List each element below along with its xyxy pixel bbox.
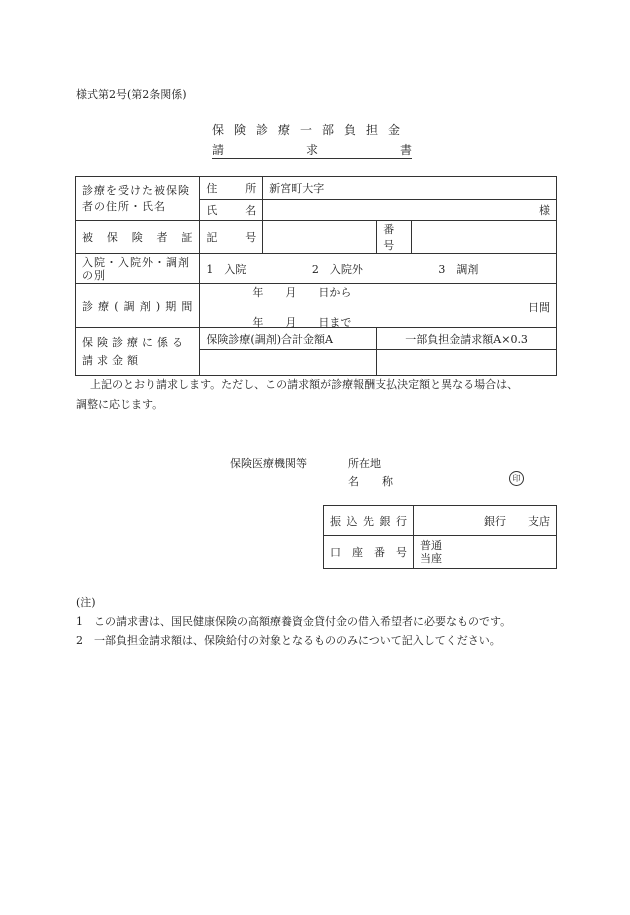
amount-label: 保険診療に係る請求金額 [76,328,200,376]
institution-label: 保険医療機関等 [230,457,307,470]
notes-header: (注) [76,596,96,609]
title-char-1: 請 [212,143,225,157]
option-outpatient[interactable]: 2 入院外 [311,262,363,276]
claim-table [75,176,557,376]
name-field[interactable]: 様 [263,200,557,221]
seal-icon: 印 [509,471,524,486]
option-dispensing[interactable]: 3 調剤 [438,262,479,276]
notice-line1: 上記のとおり請求します。ただし、この請求額が診療報酬支払決定額と異なる場合は、 [90,378,519,391]
option-inpatient[interactable]: 1 入院 [206,262,247,276]
title-line1: 保険診療一部負担金 [212,123,411,137]
symbol-label: 記 号 [200,221,263,254]
total-field[interactable] [200,350,377,376]
bank-label: 振込先銀行 [324,506,414,536]
account-label: 口座番号 [324,536,414,569]
period-days: 日間 [528,301,550,314]
name-label: 氏 名 [200,200,263,221]
name-label-2: 名 称 [348,475,399,488]
account-type-current[interactable]: 当座 [420,552,442,565]
insured-card-label: 被保険者証 [76,221,200,254]
title-line2 [212,141,412,159]
period-label: 診療(調剤)期間 [76,284,200,328]
total-label: 保険診療(調剤)合計金額A [200,328,377,350]
address-label: 住 所 [200,177,263,200]
symbol-field[interactable] [263,221,377,254]
note-1: 1 この請求書は、国民健康保険の高額療養資金貸付金の借入希望者に必要なものです。 [76,615,512,628]
category-options[interactable] [200,254,557,284]
address-field[interactable]: 新宮町大字 [263,177,557,200]
notice-line2: 調整に応じます。 [76,398,164,411]
form-number: 様式第2号(第2条関係) [76,88,187,101]
account-type-ordinary[interactable]: 普通 [420,539,442,552]
title-char-3: 書 [399,143,412,157]
patient-label: 診療を受けた被保険者の住所・氏名 [76,177,200,221]
number-field[interactable] [412,221,557,254]
period-from: 年 月 日から [252,286,352,299]
category-label: 入院・入院外・調剤の別 [76,254,200,284]
number-label: 番 号 [377,221,412,254]
account-field[interactable] [414,536,557,569]
note-2: 2 一部負担金請求額は、保険給付の対象となるもののみについて記入してください。 [76,634,501,647]
bank-field[interactable]: 銀行 支店 [414,506,557,536]
period-to: 年 月 日まで [252,316,352,329]
location-label: 所在地 [348,457,381,470]
title-char-2: 求 [305,143,318,157]
partial-label: 一部負担金請求額A×0.3 [377,328,557,350]
partial-field[interactable] [377,350,557,376]
period-field[interactable] [200,284,557,328]
bank-table [323,505,557,569]
